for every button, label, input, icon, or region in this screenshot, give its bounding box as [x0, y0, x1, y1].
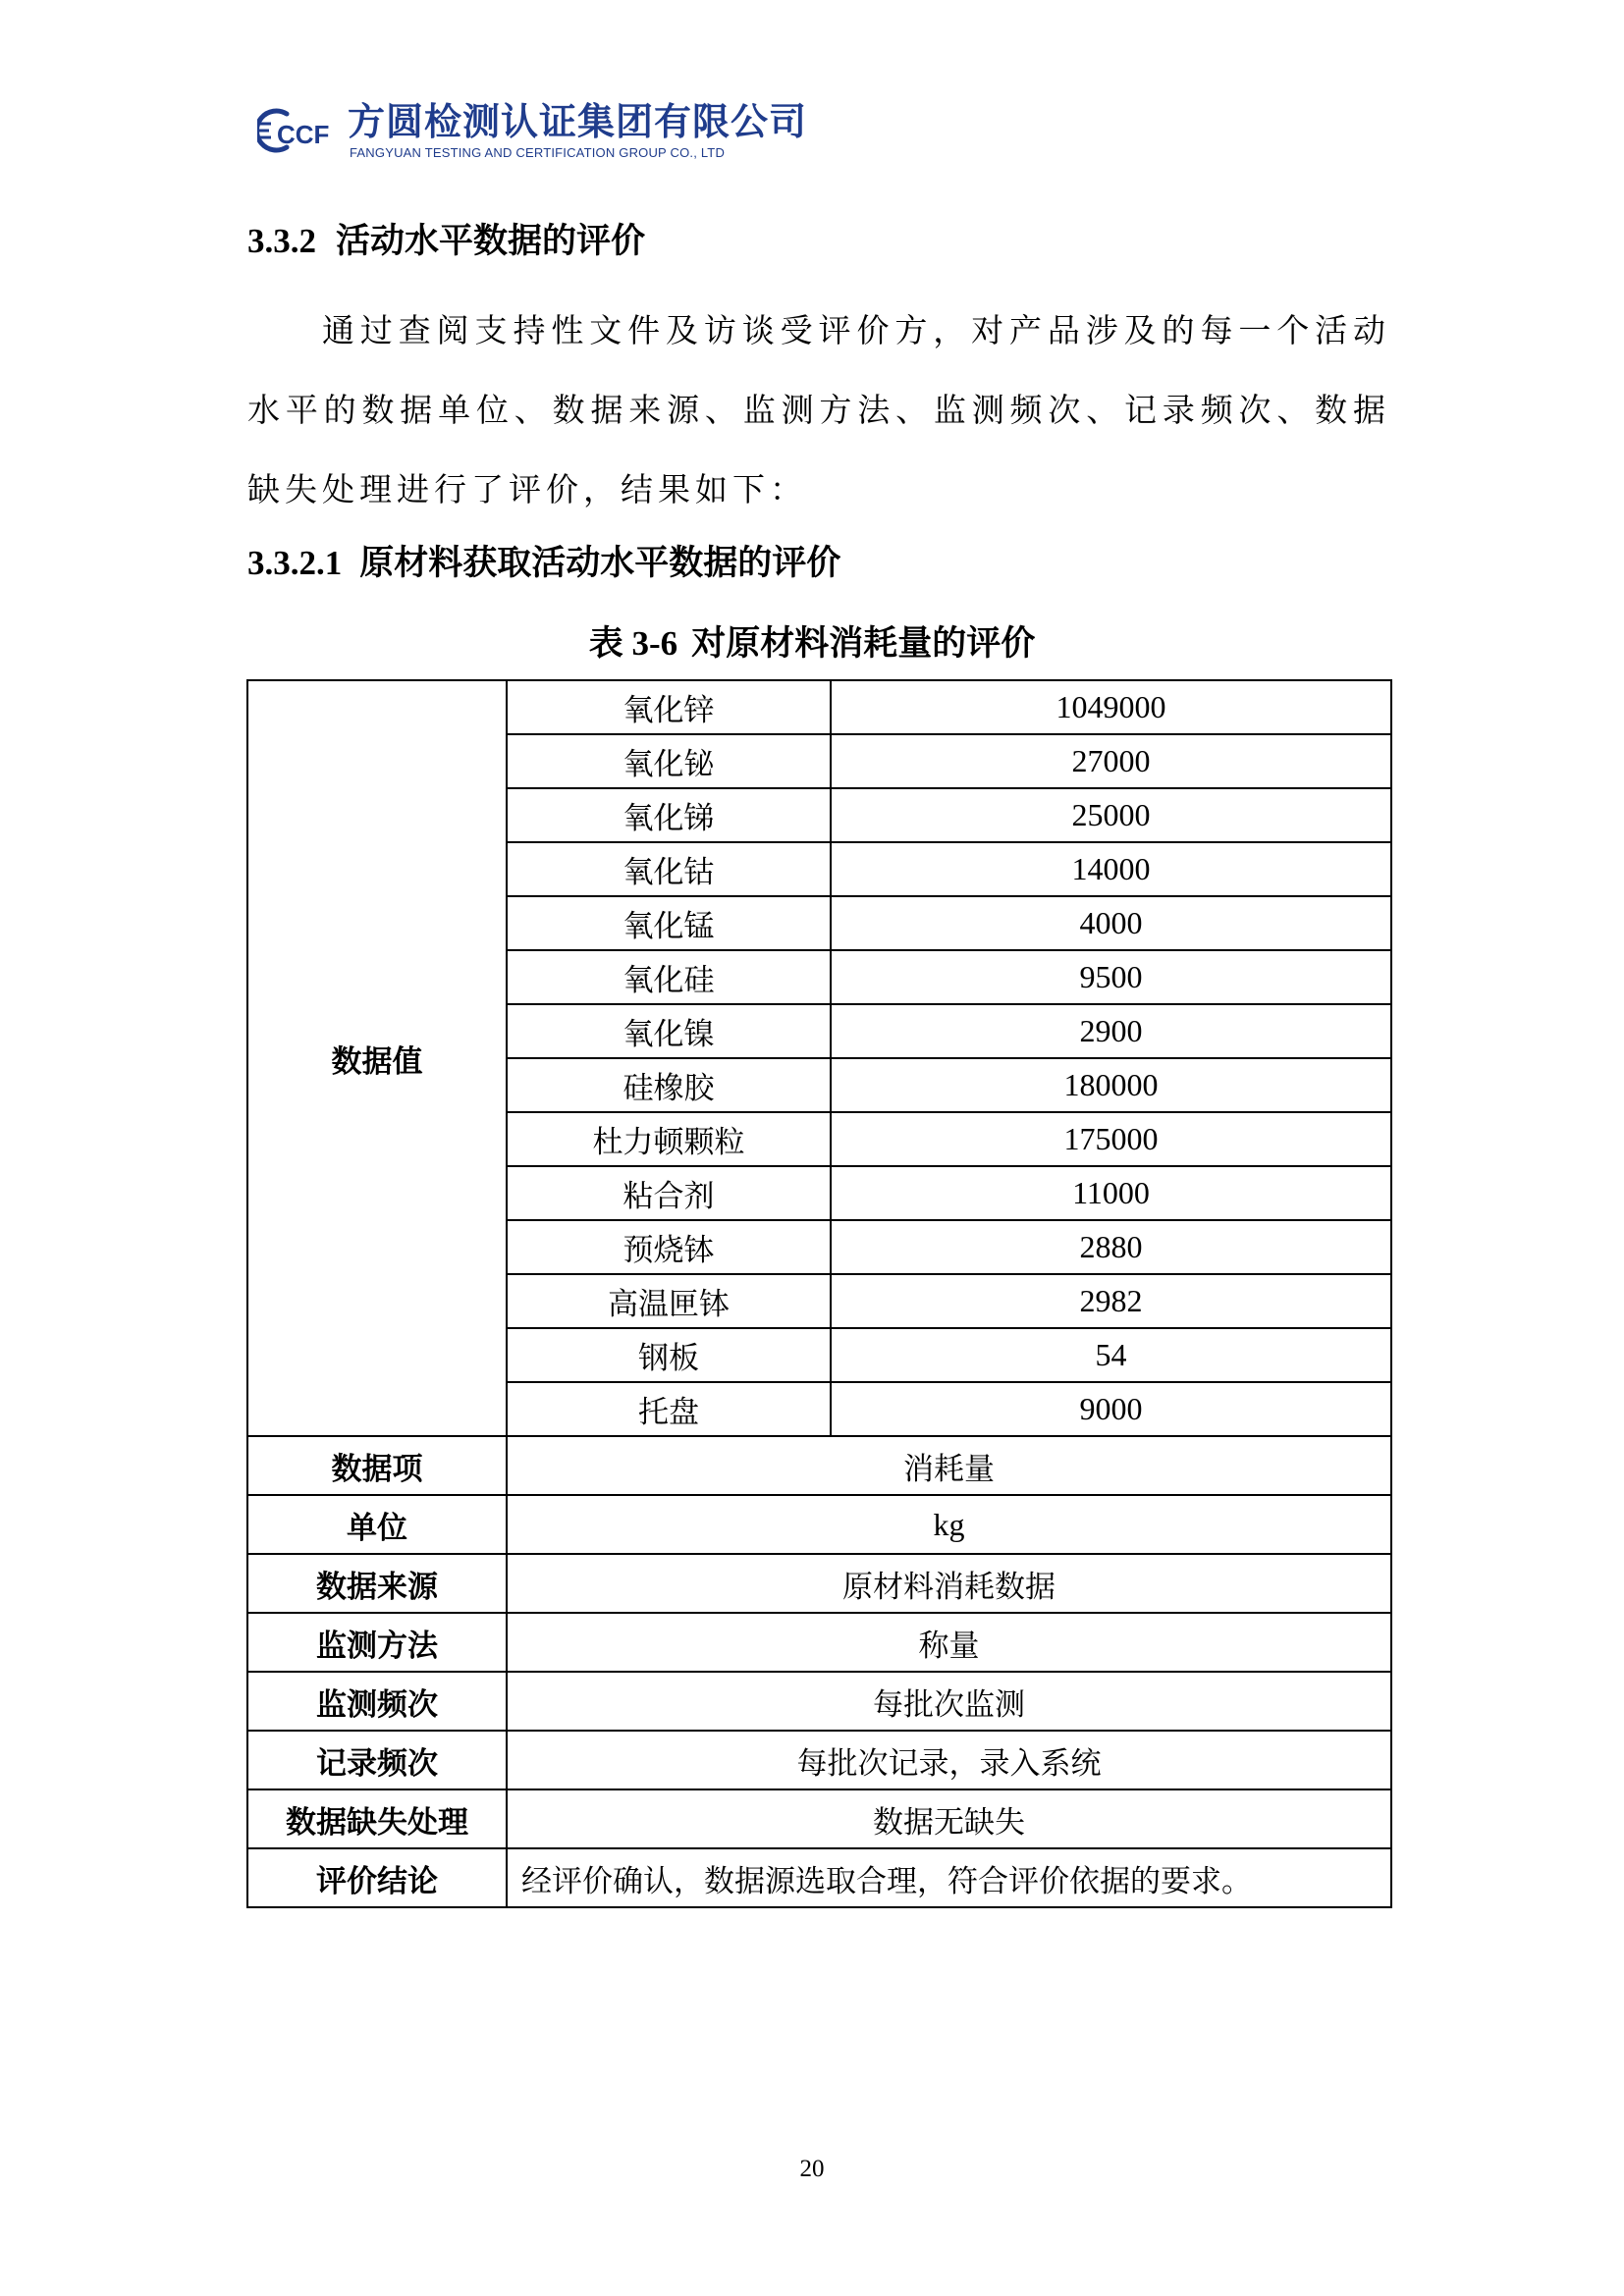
attribute-label: 监测频次	[247, 1672, 507, 1731]
company-name-en: FANGYUAN TESTING AND CERTIFICATION GROUP CO., LTD	[350, 145, 726, 160]
material-value: 14000	[831, 842, 1391, 896]
table-caption	[0, 616, 1624, 666]
attribute-value: 消耗量	[507, 1436, 1391, 1495]
subsection-number: 3.3.2.1	[247, 544, 343, 582]
attribute-label: 监测方法	[247, 1613, 507, 1672]
table-caption-title: 对原材料消耗量的评价	[691, 623, 1036, 664]
section-number: 3.3.2	[247, 222, 316, 260]
material-value: 2900	[831, 1004, 1391, 1058]
attribute-label: 数据缺失处理	[247, 1789, 507, 1848]
material-value: 4000	[831, 896, 1391, 950]
material-value: 27000	[831, 734, 1391, 788]
material-name: 高温匣钵	[507, 1274, 831, 1328]
material-name: 氧化硅	[507, 950, 831, 1004]
attribute-row	[247, 1436, 1391, 1495]
material-name: 氧化镍	[507, 1004, 831, 1058]
material-value: 25000	[831, 788, 1391, 842]
material-value: 1049000	[831, 680, 1391, 734]
material-value: 9500	[831, 950, 1391, 1004]
attribute-row	[247, 1848, 1391, 1907]
material-value: 2880	[831, 1220, 1391, 1274]
attribute-row	[247, 1789, 1391, 1848]
material-name: 硅橡胶	[507, 1058, 831, 1112]
material-name: 氧化锌	[507, 680, 831, 734]
attribute-value: 称量	[507, 1613, 1391, 1672]
material-value: 180000	[831, 1058, 1391, 1112]
logo-mark-text: CCF	[277, 120, 330, 149]
attribute-label: 记录频次	[247, 1731, 507, 1789]
section-heading	[247, 214, 645, 263]
attribute-label: 单位	[247, 1495, 507, 1554]
table-body	[247, 680, 1391, 1907]
body-paragraph: 通过查阅支持性文件及访谈受评价方，对产品涉及的每一个活动水平的数据单位、数据来源、监测方法、监测频次、记录频次、数据缺失处理进行了评价，结果如下：	[247, 311, 1390, 508]
section-title: 活动水平数据的评价	[336, 221, 646, 261]
attribute-value: 原材料消耗数据	[507, 1554, 1391, 1613]
material-value: 2982	[831, 1274, 1391, 1328]
attribute-value: 每批次记录，录入系统	[507, 1731, 1391, 1789]
attribute-row	[247, 1731, 1391, 1789]
page-number: 20	[799, 2156, 825, 2182]
material-value: 9000	[831, 1382, 1391, 1436]
material-name: 杜力顿颗粒	[507, 1112, 831, 1166]
attribute-label: 数据项	[247, 1436, 507, 1495]
material-value: 11000	[831, 1166, 1391, 1220]
subsection-heading	[247, 536, 840, 585]
subsection-title: 原材料获取活动水平数据的评价	[359, 543, 841, 583]
material-value: 175000	[831, 1112, 1391, 1166]
material-name: 钢板	[507, 1328, 831, 1382]
material-name: 预烧钵	[507, 1220, 831, 1274]
attribute-label: 数据来源	[247, 1554, 507, 1613]
table-caption-number: 表 3-6	[588, 624, 678, 663]
attribute-row	[247, 1672, 1391, 1731]
company-name-cn: 方圆检测认证集团有限公司	[348, 100, 808, 143]
material-name: 氧化锰	[507, 896, 831, 950]
ccf-logo-icon	[257, 100, 346, 161]
material-row	[247, 680, 1391, 734]
attribute-value: 经评价确认，数据源选取合理，符合评价依据的要求。	[507, 1848, 1391, 1907]
company-logo	[257, 100, 808, 161]
material-name: 氧化钴	[507, 842, 831, 896]
attribute-value: 每批次监测	[507, 1672, 1391, 1731]
attribute-row	[247, 1554, 1391, 1613]
data-value-label: 数据值	[247, 680, 507, 1436]
raw-material-consumption-table	[246, 679, 1392, 1908]
attribute-value: 数据无缺失	[507, 1789, 1391, 1848]
material-name: 粘合剂	[507, 1166, 831, 1220]
material-value: 54	[831, 1328, 1391, 1382]
attribute-row	[247, 1495, 1391, 1554]
material-name: 氧化锑	[507, 788, 831, 842]
attribute-label: 评价结论	[247, 1848, 507, 1907]
attribute-value: kg	[507, 1495, 1391, 1554]
material-name: 氧化铋	[507, 734, 831, 788]
attribute-row	[247, 1613, 1391, 1672]
material-name: 托盘	[507, 1382, 831, 1436]
